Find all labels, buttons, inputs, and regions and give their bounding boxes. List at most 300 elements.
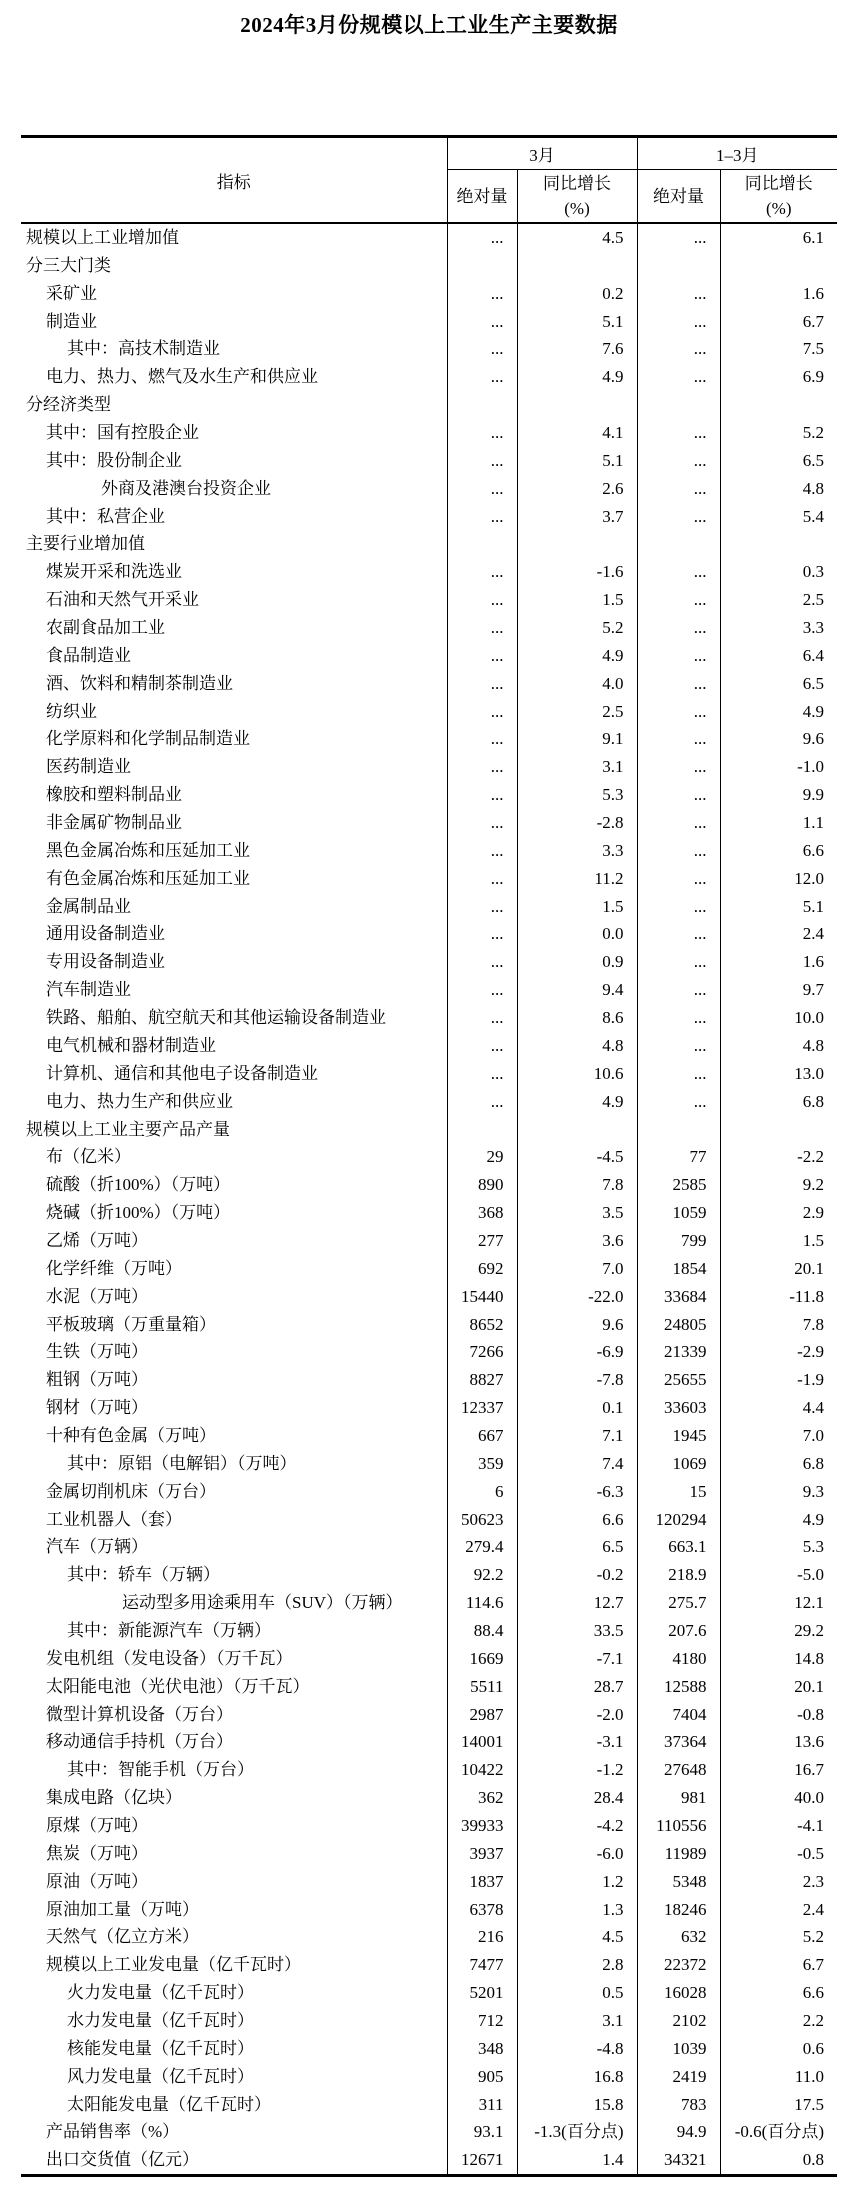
value-cell: ... [447,1032,517,1060]
value-cell: 9.7 [720,976,837,1004]
table-row [21,1143,837,1171]
value-cell: 311 [447,2091,517,2119]
value-cell: 2.2 [720,2007,837,2035]
value-cell: ... [637,725,720,753]
header-yoy-unit: (%) [766,199,792,218]
indicator-cell: 其中：新能源汽车（万辆） [67,1620,271,1640]
table-row [21,1812,837,1840]
table-row [21,2063,837,2091]
value-cell: 5511 [447,1673,517,1701]
table-row [21,363,837,391]
value-cell: 2102 [637,2007,720,2035]
table-row [21,1394,837,1422]
header-group-jan-mar: 1–3月 [637,137,837,170]
indicator-cell: 纺织业 [46,701,97,721]
value-cell: 2.5 [517,698,637,726]
value-cell: 5.2 [720,1923,837,1951]
value-cell: 8652 [447,1311,517,1339]
value-cell: 1854 [637,1255,720,1283]
table-row [21,2118,837,2146]
table-row [21,475,837,503]
value-cell: 16028 [637,1979,720,2007]
header-absolute-march: 绝对量 [447,170,517,224]
value-cell: 25655 [637,1366,720,1394]
table-row [21,1840,837,1868]
value-cell: 33603 [637,1394,720,1422]
value-cell: -2.8 [517,809,637,837]
indicator-cell: 焦炭（万吨） [46,1843,148,1863]
value-cell: 12.7 [517,1589,637,1617]
table-header [21,137,837,224]
value-cell: -7.8 [517,1366,637,1394]
value-cell: -6.9 [517,1338,637,1366]
value-cell [447,252,517,280]
value-cell: ... [447,837,517,865]
indicator-cell: 规模以上工业发电量（亿千瓦时） [46,1955,301,1975]
value-cell: -1.0 [720,753,837,781]
value-cell: 2.8 [517,1951,637,1979]
value-cell: ... [637,865,720,893]
value-cell: 1.6 [720,948,837,976]
value-cell: ... [637,614,720,642]
value-cell: 3.6 [517,1227,637,1255]
indicator-cell: 乙烯（万吨） [46,1230,148,1250]
value-cell: ... [447,223,517,252]
table-row [21,1478,837,1506]
value-cell: ... [447,809,517,837]
value-cell: 21339 [637,1338,720,1366]
value-cell: 279.4 [447,1533,517,1561]
value-cell: 92.2 [447,1561,517,1589]
indicator-cell: 风力发电量（亿千瓦时） [67,2066,254,2086]
value-cell: 6.5 [517,1533,637,1561]
table-row [21,865,837,893]
table-row [21,1032,837,1060]
value-cell: 712 [447,2007,517,2035]
value-cell: 6.8 [720,1450,837,1478]
value-cell: ... [637,335,720,363]
value-cell: 10.0 [720,1004,837,1032]
table-row [21,670,837,698]
value-cell: 3.3 [720,614,837,642]
value-cell: 692 [447,1255,517,1283]
value-cell: 6.8 [720,1088,837,1116]
value-cell: 7477 [447,1951,517,1979]
value-cell: ... [447,1088,517,1116]
value-cell: 4.9 [720,1506,837,1534]
value-cell: 1.5 [517,893,637,921]
value-cell: 4.9 [517,1088,637,1116]
value-cell: ... [447,363,517,391]
value-cell: 7.6 [517,335,637,363]
value-cell: 110556 [637,1812,720,1840]
value-cell: 1.1 [720,809,837,837]
indicator-cell: 其中：智能手机（万台） [67,1760,254,1780]
value-cell: 7.0 [720,1422,837,1450]
table-row [21,1506,837,1534]
value-cell: ... [447,475,517,503]
value-cell: 783 [637,2091,720,2119]
value-cell: -3.1 [517,1728,637,1756]
indicator-cell: 工业机器人（套） [46,1509,182,1529]
table-row [21,2146,837,2175]
value-cell [637,252,720,280]
header-yoy-label: 同比增长 [543,174,611,193]
value-cell: 4.0 [517,670,637,698]
value-cell: ... [447,893,517,921]
indicator-cell: 金属制品业 [46,896,131,916]
value-cell [517,391,637,419]
value-cell: -7.1 [517,1645,637,1673]
value-cell [517,252,637,280]
value-cell: 24805 [637,1311,720,1339]
table-row [21,1589,837,1617]
value-cell: -1.3(百分点) [517,2118,637,2146]
value-cell: 799 [637,1227,720,1255]
value-cell: 0.5 [517,1979,637,2007]
value-cell: 2.4 [720,920,837,948]
value-cell: ... [447,781,517,809]
value-cell [720,1116,837,1144]
value-cell: ... [447,503,517,531]
value-cell: 93.1 [447,2118,517,2146]
value-cell: 218.9 [637,1561,720,1589]
indicator-cell: 食品制造业 [46,645,131,665]
value-cell: 2.5 [720,586,837,614]
indicator-cell: 核能发电量（亿千瓦时） [67,2038,254,2058]
indicator-cell: 金属切削机床（万台） [46,1481,216,1501]
value-cell: 7.0 [517,1255,637,1283]
value-cell: ... [637,670,720,698]
value-cell: 0.0 [517,920,637,948]
value-cell: ... [637,948,720,976]
value-cell: 77 [637,1143,720,1171]
value-cell [447,1116,517,1144]
table-row [21,725,837,753]
value-cell [447,530,517,558]
value-cell: 15.8 [517,2091,637,2119]
value-cell: 12.1 [720,1589,837,1617]
indicator-cell: 水力发电量（亿千瓦时） [67,2011,254,2030]
value-cell: 4.5 [517,1923,637,1951]
value-cell: -22.0 [517,1283,637,1311]
table-row [21,1171,837,1199]
table-row [21,1868,837,1896]
value-cell: -0.8 [720,1701,837,1729]
table-row [21,1561,837,1589]
value-cell: 5201 [447,1979,517,2007]
value-cell: 2585 [637,1171,720,1199]
table-row [21,1199,837,1227]
value-cell: 0.8 [720,2146,837,2175]
indicator-cell: 化学纤维（万吨） [46,1258,182,1278]
table-row [21,1060,837,1088]
value-cell: 7266 [447,1338,517,1366]
value-cell: ... [637,753,720,781]
value-cell: 2987 [447,1701,517,1729]
value-cell: -2.9 [720,1338,837,1366]
indicator-cell: 水泥（万吨） [46,1286,148,1306]
indicator-cell: 汽车（万辆） [46,1537,148,1557]
value-cell: 120294 [637,1506,720,1534]
indicator-cell: 酒、饮料和精制茶制造业 [46,673,233,693]
indicator-cell: 外商及港澳台投资企业 [101,478,271,498]
value-cell: 4.9 [517,642,637,670]
value-cell: -4.8 [517,2035,637,2063]
indicator-cell: 主要行业增加值 [26,534,145,554]
value-cell: 3.3 [517,837,637,865]
table-row [21,1088,837,1116]
indicator-cell: 专用设备制造业 [46,952,165,972]
value-cell [517,530,637,558]
value-cell: 2.4 [720,1896,837,1924]
value-cell: 4.8 [720,475,837,503]
value-cell: 7.1 [517,1422,637,1450]
value-cell [637,530,720,558]
value-cell: 5.1 [517,447,637,475]
table-row [21,1756,837,1784]
value-cell: 7404 [637,1701,720,1729]
table-row [21,335,837,363]
value-cell: 1669 [447,1645,517,1673]
value-cell: ... [447,642,517,670]
value-cell: 5.4 [720,503,837,531]
value-cell: ... [447,1060,517,1088]
indicator-cell: 汽车制造业 [46,980,131,1000]
value-cell: -1.2 [517,1756,637,1784]
value-cell: 6.6 [720,1979,837,2007]
value-cell: 0.2 [517,280,637,308]
table-row [21,893,837,921]
table-row [21,698,837,726]
indicator-cell: 钢材（万吨） [46,1398,148,1418]
value-cell: ... [637,308,720,336]
header-yoy-janmar [720,170,837,224]
indicator-cell: 计算机、通信和其他电子设备制造业 [46,1063,318,1083]
value-cell: -2.2 [720,1143,837,1171]
value-cell: 1.2 [517,1868,637,1896]
indicator-cell: 产品销售率（%） [46,2122,180,2142]
value-cell: 359 [447,1450,517,1478]
value-cell: 34321 [637,2146,720,2175]
table-row [21,642,837,670]
value-cell: ... [637,223,720,252]
value-cell: ... [447,920,517,948]
indicator-cell: 出口交货值（亿元） [46,2150,199,2170]
value-cell: 6.5 [720,670,837,698]
value-cell: 16.8 [517,2063,637,2091]
value-cell: 29 [447,1143,517,1171]
value-cell: 3937 [447,1840,517,1868]
table-row [21,976,837,1004]
value-cell: 1.4 [517,2146,637,2175]
value-cell: 6 [447,1478,517,1506]
value-cell: 5.1 [720,893,837,921]
value-cell: ... [447,280,517,308]
indicator-cell: 其中：私营企业 [46,506,165,526]
value-cell: 5.2 [517,614,637,642]
table-row [21,920,837,948]
indicator-cell: 移动通信手持机（万台） [46,1732,233,1752]
table-row [21,308,837,336]
value-cell: ... [447,419,517,447]
value-cell: 1.5 [517,586,637,614]
table-row [21,1366,837,1394]
indicator-cell: 其中：股份制企业 [46,450,182,470]
value-cell: ... [637,920,720,948]
value-cell: 33684 [637,1283,720,1311]
table-row [21,530,837,558]
value-cell: 905 [447,2063,517,2091]
indicator-cell: 化学原料和化学制品制造业 [46,729,250,749]
table-row [21,1422,837,1450]
indicator-cell: 非金属矿物制品业 [46,813,182,833]
value-cell: 3.1 [517,2007,637,2035]
indicator-cell: 规模以上工业增加值 [26,228,179,247]
value-cell: 8.6 [517,1004,637,1032]
value-cell: ... [447,865,517,893]
table-row [21,809,837,837]
value-cell: ... [637,1004,720,1032]
indicator-cell: 制造业 [46,311,97,331]
value-cell: 13.0 [720,1060,837,1088]
value-cell: 16.7 [720,1756,837,1784]
value-cell: ... [447,335,517,363]
value-cell: 1.6 [720,280,837,308]
value-cell [447,391,517,419]
indicator-cell: 集成电路（亿块） [46,1788,182,1808]
table-row [21,1283,837,1311]
value-cell: ... [637,1088,720,1116]
table-row [21,1979,837,2007]
value-cell: 1837 [447,1868,517,1896]
value-cell: 12588 [637,1673,720,1701]
table-row [21,1923,837,1951]
value-cell: 9.6 [517,1311,637,1339]
table-row [21,1311,837,1339]
value-cell: 11.2 [517,865,637,893]
value-cell: 1945 [637,1422,720,1450]
indicator-cell: 平板玻璃（万重量箱） [46,1314,216,1334]
table-row [21,781,837,809]
indicator-cell: 规模以上工业主要产品产量 [26,1119,230,1139]
value-cell: ... [637,447,720,475]
value-cell: 0.9 [517,948,637,976]
indicator-cell: 微型计算机设备（万台） [46,1704,233,1724]
table-row [21,280,837,308]
header-indicator: 指标 [216,172,251,192]
indicator-cell: 发电机组（发电设备）（万千瓦） [46,1648,293,1668]
value-cell: 1.5 [720,1227,837,1255]
value-cell: ... [637,475,720,503]
value-cell: 9.9 [720,781,837,809]
indicator-cell: 医药制造业 [46,757,131,777]
value-cell: 632 [637,1923,720,1951]
value-cell: 6.6 [720,837,837,865]
value-cell: 33.5 [517,1617,637,1645]
indicator-cell: 有色金属冶炼和压延加工业 [46,868,250,888]
value-cell: 6378 [447,1896,517,1924]
value-cell: 2.9 [720,1199,837,1227]
value-cell: 4.1 [517,419,637,447]
header-yoy-label: 同比增长 [744,174,813,193]
value-cell: ... [447,753,517,781]
indicator-cell: 电力、热力生产和供应业 [46,1091,233,1111]
table-row [21,2091,837,2119]
value-cell: ... [637,586,720,614]
value-cell: -1.9 [720,1366,837,1394]
indicator-cell: 电气机械和器材制造业 [46,1035,216,1055]
table-row [21,419,837,447]
table-row [21,1784,837,1812]
value-cell: 88.4 [447,1617,517,1645]
table-row [21,1701,837,1729]
value-cell: 5348 [637,1868,720,1896]
value-cell: 11.0 [720,2063,837,2091]
value-cell: 28.4 [517,1784,637,1812]
industrial-production-table [21,135,837,2177]
table-row [21,948,837,976]
header-group-march: 3月 [447,137,637,170]
value-cell: 7.8 [720,1311,837,1339]
value-cell: 348 [447,2035,517,2063]
value-cell: 1.3 [517,1896,637,1924]
value-cell: 40.0 [720,1784,837,1812]
value-cell: ... [637,503,720,531]
value-cell: 5.2 [720,419,837,447]
value-cell: ... [637,893,720,921]
table-row [21,1450,837,1478]
value-cell: ... [447,670,517,698]
value-cell: 4.8 [517,1032,637,1060]
table-row [21,837,837,865]
table-row [21,558,837,586]
value-cell: 6.7 [720,1951,837,1979]
value-cell: 12.0 [720,865,837,893]
indicator-cell: 煤炭开采和洗选业 [46,562,182,582]
value-cell: ... [637,363,720,391]
value-cell: 2419 [637,2063,720,2091]
value-cell: -5.0 [720,1561,837,1589]
value-cell: 0.1 [517,1394,637,1422]
value-cell: 94.9 [637,2118,720,2146]
indicator-cell: 烧碱（折100%）（万吨） [46,1203,231,1223]
value-cell [517,1116,637,1144]
value-cell: 4.8 [720,1032,837,1060]
header-absolute-janmar: 绝对量 [637,170,720,224]
value-cell: 4.4 [720,1394,837,1422]
indicator-cell: 电力、热力、燃气及水生产和供应业 [46,367,318,387]
value-cell: 275.7 [637,1589,720,1617]
value-cell: 4180 [637,1645,720,1673]
value-cell: 10422 [447,1756,517,1784]
indicator-cell: 通用设备制造业 [46,924,165,944]
table-row [21,2035,837,2063]
value-cell: 216 [447,1923,517,1951]
table-row [21,1227,837,1255]
value-cell [637,1116,720,1144]
value-cell: 3.7 [517,503,637,531]
value-cell: 20.1 [720,1673,837,1701]
table-row [21,586,837,614]
table-row [21,1004,837,1032]
indicator-cell: 太阳能电池（光伏电池）（万千瓦） [46,1676,310,1696]
value-cell: 10.6 [517,1060,637,1088]
value-cell: 6.5 [720,447,837,475]
value-cell: 9.4 [517,976,637,1004]
value-cell: 15 [637,1478,720,1506]
table-row [21,1645,837,1673]
